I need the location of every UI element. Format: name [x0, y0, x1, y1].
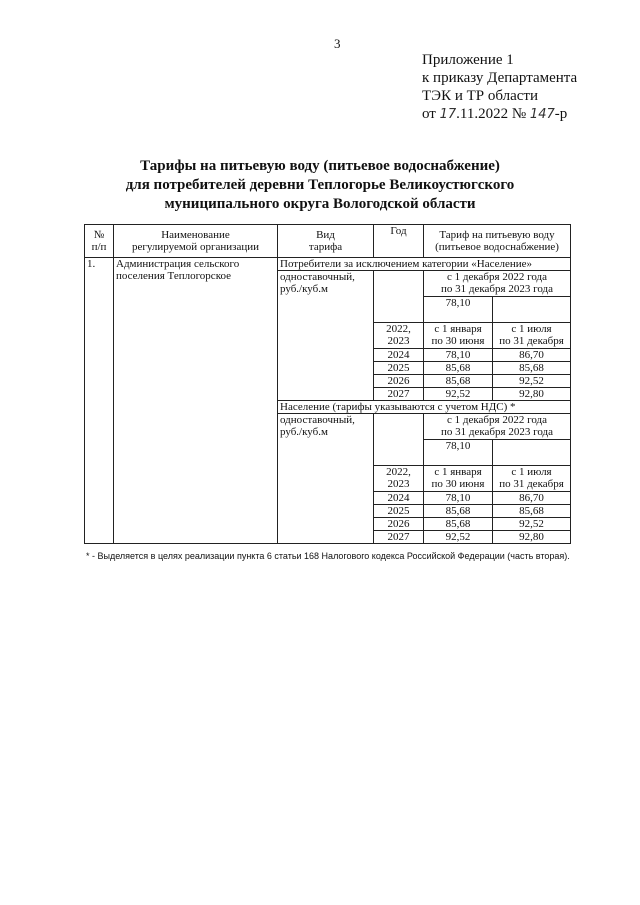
half-text: по 31 декабря [499, 478, 564, 490]
tariff-value: 85,68 [493, 505, 571, 518]
header-text: регулируемой организации [131, 241, 260, 253]
tariff-value: 86,70 [493, 492, 571, 505]
year-cell [374, 271, 424, 323]
half-text: по 30 июня [431, 335, 485, 347]
tariff-value: 92,52 [493, 375, 571, 388]
page-number: 3 [334, 36, 341, 51]
header-tariff [424, 225, 571, 258]
half-year-header [493, 466, 571, 492]
empty-cell [493, 297, 571, 323]
year-cell: 2026 [374, 518, 424, 531]
title-line: Тарифы на питьевую воду (питьевое водоснабжение) [140, 158, 500, 174]
tariff-type: одноставочный, руб./куб.м [278, 271, 374, 401]
title-line: муниципального округа Вологодской области [164, 196, 476, 212]
half-year-header [424, 323, 493, 349]
period-cell [424, 414, 571, 440]
section-category: Население (тарифы указываются с учетом НДС) * [278, 401, 571, 414]
tariff-value: 78,10 [424, 349, 493, 362]
organization-name: Администрация сельского поселения Теплогорское [114, 258, 278, 544]
period-cell [424, 271, 571, 297]
half-year-header [424, 466, 493, 492]
annex-date-line [422, 105, 577, 124]
header-number [85, 225, 114, 258]
header-text: Вид [316, 229, 335, 241]
header-text: Тариф на питьевую воду [439, 229, 555, 241]
tariff-table [84, 224, 571, 544]
header-text: (питьевое водоснабжение) [435, 241, 559, 253]
half-text: с 1 июля [511, 323, 552, 335]
year-cell: 2025 [374, 505, 424, 518]
half-year-header [493, 323, 571, 349]
tariff-value: 92,52 [424, 388, 493, 401]
tariff-value: 78,10 [424, 492, 493, 505]
year-cell [374, 414, 424, 466]
header-tariff-type [278, 225, 374, 258]
period-text: с 1 декабря 2022 года [447, 414, 547, 426]
annex-date-prefix: от [422, 106, 436, 122]
period-text: по 31 декабря 2023 года [441, 426, 553, 438]
first-year-value: 78,10 [424, 297, 493, 323]
year-cell: 2024 [374, 492, 424, 505]
tariff-value: 85,68 [424, 505, 493, 518]
tariff-value: 92,80 [493, 531, 571, 544]
title-line: для потребителей деревни Теплогорье Великоустюгского [125, 177, 515, 193]
section-category: Потребители за исключением категории «Население» [278, 258, 571, 271]
year-cell: 2027 [374, 388, 424, 401]
tariff-value: 86,70 [493, 349, 571, 362]
annex-order-number: 147 [529, 107, 555, 122]
header-organization [114, 225, 278, 258]
first-year: 2022, 2023 [374, 323, 424, 349]
year-cell: 2027 [374, 531, 424, 544]
tariff-value: 92,52 [424, 531, 493, 544]
footnote: * - Выделяется в целях реализации пункта 6 статьи 168 Налогового кодекса Российской Федерации (часть вторая). [86, 551, 570, 561]
annex-line: Приложение 1 [422, 52, 514, 68]
half-text: по 30 июня [431, 478, 485, 490]
header-text: Наименование [161, 229, 230, 241]
tariff-value: 85,68 [424, 362, 493, 375]
document-title [100, 157, 540, 214]
annex-line: к приказу Департамента [422, 70, 578, 86]
period-text: с 1 декабря 2022 года [447, 271, 547, 283]
half-text: с 1 июля [511, 466, 552, 478]
annex-date-day: 17 [439, 107, 457, 122]
tariff-value: 92,52 [493, 518, 571, 531]
table-header-row [85, 225, 571, 258]
row-number: 1. [85, 258, 114, 544]
tariff-value: 85,68 [493, 362, 571, 375]
year-cell: 2026 [374, 375, 424, 388]
header-text: тарифа [308, 241, 343, 253]
header-text: № [93, 229, 105, 241]
annex-date-rest: .11.2022 № [456, 106, 527, 122]
half-text: с 1 января [434, 466, 482, 478]
period-text: по 31 декабря 2023 года [441, 283, 553, 295]
tariff-value: 85,68 [424, 518, 493, 531]
year-cell: 2025 [374, 362, 424, 375]
first-year-value: 78,10 [424, 440, 493, 466]
year-cell: 2024 [374, 349, 424, 362]
annex-line: ТЭК и ТР области [422, 88, 538, 104]
tariff-value: 92,80 [493, 388, 571, 401]
section-category-row [85, 258, 571, 271]
half-text: по 31 декабря [499, 335, 564, 347]
annex-block [422, 51, 577, 124]
annex-suffix: -р [554, 106, 568, 122]
tariff-type: одноставочный, руб./куб.м [278, 414, 374, 544]
half-text: с 1 января [434, 323, 482, 335]
tariff-value: 85,68 [424, 375, 493, 388]
header-year: Год [374, 225, 424, 258]
header-text: п/п [91, 241, 107, 253]
empty-cell [493, 440, 571, 466]
first-year: 2022, 2023 [374, 466, 424, 492]
